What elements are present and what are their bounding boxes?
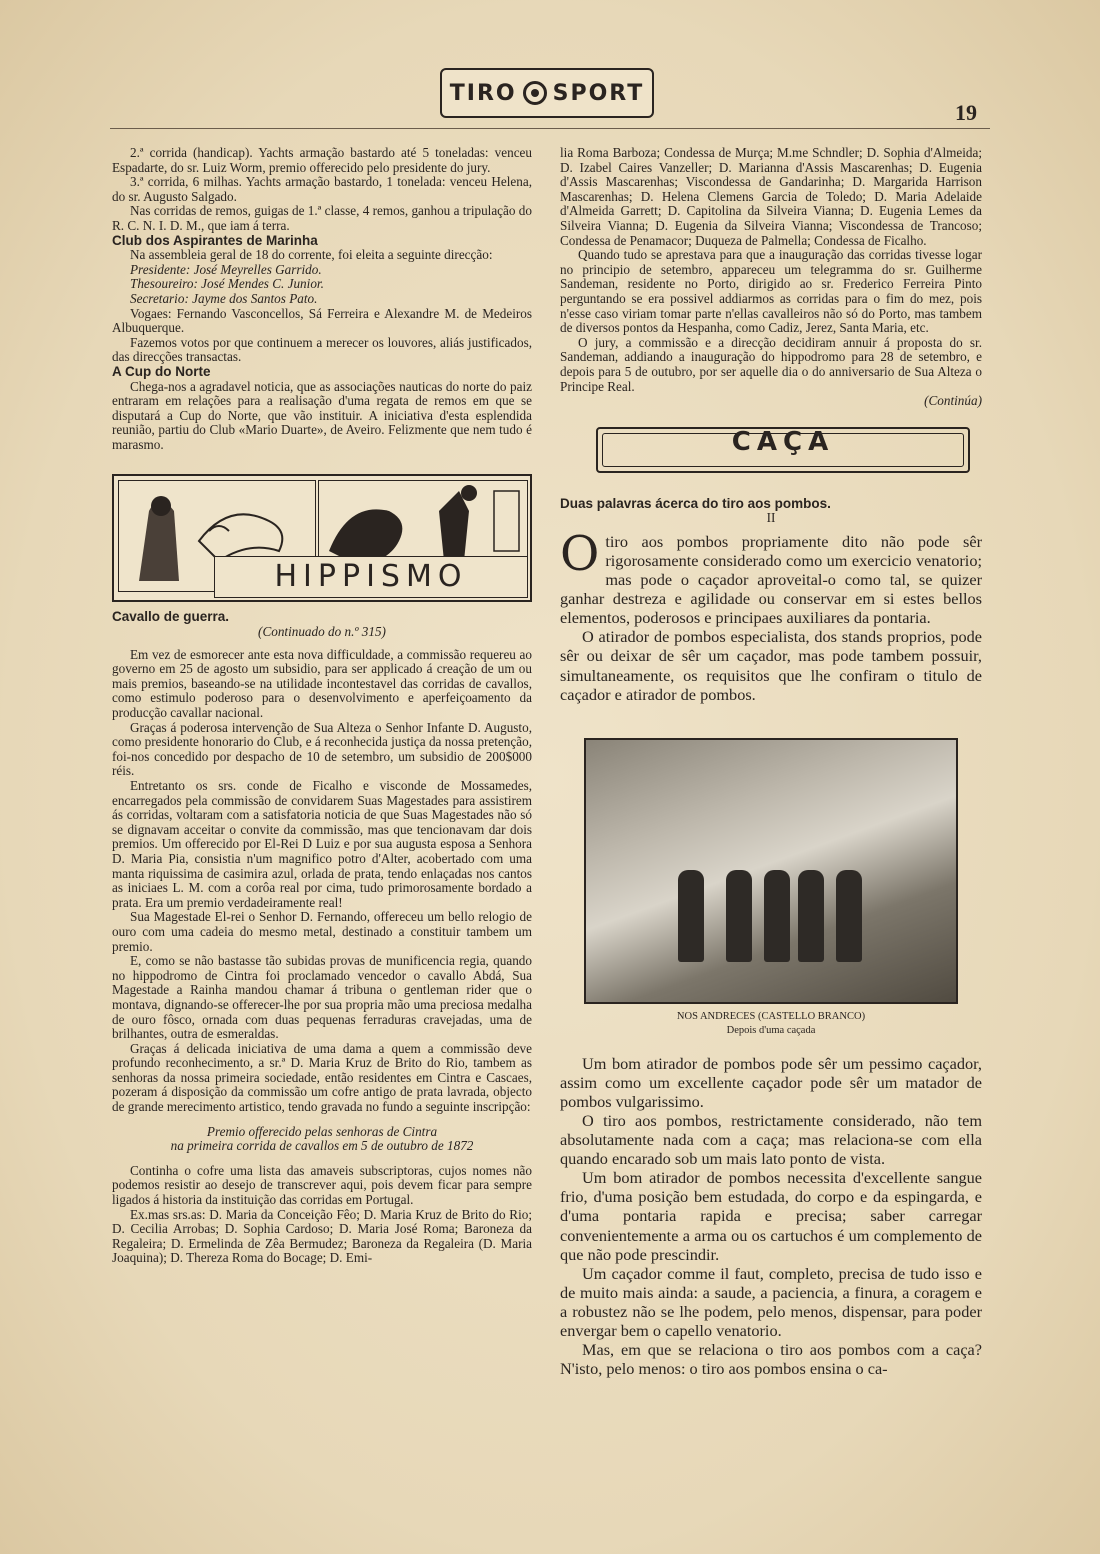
- names-continued: lia Roma Barboza; Condessa de Murça; M.me Schndler; D. Sophia d'Almeida; D. Izabel Caires Vanzeller; D. Marianna d'Assis Mascarenhas; D. Eugenia d'Assis Mascarenhas; Viscondessa de Gandarinha; D. Margarida Harrison Mascarenhas; D. Helena Clemens Garcia de Toledo; D. Maria Adelaide d'Almeida Garrett; D. Capitolina da Silveira Vianna; D. Eugenia Lemes da Silveira Vianna; D. Eugenia da Silveira Vianna; Viscondessa de Trancoso; Condessa de Penamacor; Duqueza de Palmella; Condessa de Ficalho.: [560, 145, 982, 248]
- club-treasurer: Thesoureiro: José Mendes C. Junior.: [130, 276, 324, 292]
- cavallo-p4: Sua Magestade El-rei o Senhor D. Fernando, offereceu um bello relogio de ouro com uma cadeia do mesmo metal, destinado a constituir tambem um premio.: [112, 909, 532, 954]
- cavallo-p3: Entretanto os srs. conde de Ficalho e visconde de Mossamedes, encarregados pela commissão de convidarem Suas Magestades para assistirem ás corridas, voltaram com a satisfatoria noticia de que Suas Magestades não só se dignavam acceitar o convite da commissão, mas que tencionavam dar dois premios. Um offerecido por El-Rei D Luiz e por sua augusta esposa a Senhora D. Maria Pia, consistia n'um magnifico potro d'Alter, acobertado com uma manta riquissima de casimira azul, orlada de prata, tendo enlaçadas nos cantos as iniciaes L. M. com a corôa real por cima, tudo primorosamente bordado a prata. Era um premio verdadeiramente real!: [112, 778, 532, 910]
- hunter-figure: [836, 870, 862, 962]
- hunting-party-photo: [584, 738, 958, 1004]
- photo-caption-title: NOS ANDRECES (CASTELLO BRANCO): [676, 1010, 866, 1022]
- club-vogaes: Vogaes: Fernando Vasconcellos, Sá Ferreira e Alexandre M. de Medeiros Albuquerque.: [112, 305, 532, 336]
- club-secretary: Secretario: Jayme dos Santos Pato.: [130, 290, 318, 306]
- regatta-rowing: Nas corridas de remos, guigas de 1.ª classe, 4 remos, ganhou a tripulação do R. C. N. I. D. M., que iam á terra.: [112, 203, 532, 233]
- heading-club-aspirantes: Club dos Aspirantes de Marinha: [112, 232, 318, 248]
- cavallo-p7: Continha o cofre uma lista das amaveis subscriptoras, cujos nomes não podemos resistir ao desejo de transcrever aqui, pois devem ficar para sempre ligados á historia da instituição das corridas em Portugal.: [112, 1162, 532, 1208]
- cavallo-p6: Graças á delicada iniciativa de uma dama a quem a commissão deve profundo reconhecimento, a sr.ª D. Maria Kruz de Brito do Rio, tambem as senhoras da nossa primeira sociedade, então residentes em Cintra e Cascaes, pozeram á disposição da commissão um cofre antigo de prata lavrada, objecto de grande merecimento artistico, tendo gravada no fundo a seguinte inscripção:: [112, 1040, 532, 1115]
- cup-paragraph: Chega-nos a agradavel noticia, que as associações nauticas do norte do paiz entraram em relações para a realisação d'uma regata de remos em que se disputará a Cup do Norte, que vão instituir. A iniciativa d'esta esplendida reunião, partiu do Club «Mario Duarte», de Aveiro. Felizmente que nem tudo é marasmo.: [112, 378, 532, 452]
- article-p3: Um bom atirador de pombos pode sêr um pessimo caçador, assim como um excellente caçador pode sêr um matador de pombos vulgarissimo.: [560, 1053, 982, 1111]
- hippismo-title: HIPPISMO: [214, 556, 528, 598]
- heading-cup-norte: A Cup do Norte: [112, 363, 211, 379]
- club-intro: Na assembleia geral de 18 do corrente, foi eleita a seguinte direcção:: [130, 247, 493, 263]
- regatta-result-2: 2.ª corrida (handicap). Yachts armação bastardo até 5 toneladas: venceu Espadarte, do sr. Luiz Worm, premio offerecido pelo presidente do jury.: [112, 145, 532, 175]
- article-p5: Um bom atirador de pombos necessita d'excellente sangue frio, d'uma posição bem estudada, do corpo e da espingarda, e d'uma pontaria rapida e precisa; saber carregar convenientemente a arma ou os cartuchos é um complemento de que não pode prescindir.: [560, 1168, 982, 1264]
- page-number: 19: [955, 100, 977, 125]
- inscription: [112, 1125, 532, 1154]
- cavallo-p5: E, como se não bastasse tão subidas provas de munificencia regia, quando no hippodromo de Cintra foi proclamado vencedor o cavallo Abdá, Sua Magestade a Rainha mandou chamar á tribuna o gentleman rider que o montava, dignando-se offerecer-lhe por sua propria mão uma preciosa medalha de ouro fôsco, ornada com duas pequenas ferraduras cravejadas, uma de brilhantes, outra de esmeraldas.: [112, 953, 532, 1042]
- club-president: Presidente: José Meyrelles Garrido.: [130, 261, 322, 277]
- photo-caption-sub: Depois d'uma caçada: [726, 1024, 816, 1036]
- cavallo-p1: Em vez de esmorecer ante esta nova difficuldade, a commissão requereu ao governo em 25 de agosto um subsidio, para ser applicado á creação de um ou mais premios, baseando-se na utilidade incontestavel das corridas de cavallos, como estimulo poderoso para o desenvolvimento e aperfeiçoamento da producção cavallar nacional.: [112, 646, 532, 721]
- hippismo-banner: [112, 474, 532, 602]
- section-roman-numeral: II: [766, 510, 776, 526]
- article-p7: Mas, em que se relaciona o tiro aos pombos com a caça? N'isto, pelo menos: o tiro aos pombos ensina o ca-: [560, 1340, 982, 1379]
- inscription-line-2: na primeira corrida de cavallos em 5 de outubro de 1872: [170, 1138, 474, 1154]
- hunter-figure: [678, 870, 704, 962]
- right-column: [560, 146, 982, 1378]
- article-p2: O atirador de pombos especialista, dos stands proprios, pode sêr ou deixar de sêr um caçador, mas pode tambem possuir, simultaneamente, os requisitos que lhe confiram o titulo de caçador e atirador de pombos.: [560, 627, 982, 704]
- dropcap-letter: O: [560, 525, 600, 582]
- caca-banner: [596, 427, 970, 473]
- header-rule: [110, 128, 990, 129]
- club-votes: Fazemos votos por que continuem a merecer os louvores, aliás justificados, das direcções transactas.: [112, 334, 532, 365]
- article-p4: O tiro aos pombos, restrictamente considerado, não tem absolutamente nada com a caça; mas relaciona-se com ella quando encarado sob um mais lato ponto de vista.: [560, 1111, 982, 1169]
- masthead-left: TIRO: [449, 80, 517, 106]
- heading-cavallo-guerra: Cavallo de guerra.: [112, 609, 230, 625]
- inscription-line-1: Premio offerecido pelas senhoras de Cintra: [206, 1123, 438, 1139]
- hunter-figure: [726, 870, 752, 962]
- article-body: [560, 525, 982, 1379]
- masthead-right: SPORT: [552, 80, 645, 106]
- jury-decision: O jury, a commissão e a direcção decidiram annuir á proposta do sr. Sandeman, addiando a inauguração do hippodromo para 28 de setembro, e depois para 5 de outubro, por ser aquelle dia o do anniversario de Sua Alteza o Principe Real.: [560, 334, 982, 394]
- hunter-figure: [798, 870, 824, 962]
- heading-duas-palavras: Duas palavras ácerca do tiro aos pombos.: [560, 495, 831, 511]
- continua-note: (Continúa): [924, 393, 982, 409]
- article-p1-text: tiro aos pombos propriamente dito não pode sêr rigorosamente considerado como um exercicio venatorio; mas pode o caçador aproveital-o como tal, se quizer ganhar destreza e agilidade ou conservar em si estes bellos elementos, poderosos e principaes auxiliares da pontaria.: [560, 531, 982, 628]
- regatta-result-3: 3.ª corrida, 6 milhas. Yachts armação bastardo, 1 tonelada: venceu Helena, do sr. Augusto Salgado.: [112, 174, 532, 204]
- masthead-logo: [440, 68, 654, 118]
- continued-note: (Continuado do n.º 315): [258, 624, 386, 640]
- caca-title: CAÇA: [731, 426, 835, 457]
- cavallo-p8: Ex.mas srs.as: D. Maria da Conceição Fêo; D. Maria Kruz de Brito do Rio; D. Cecilia Arrobas; D. Sophia Cardoso; D. Maria José Roma; Baroneza da Regaleira; D. Ermelinda de Zêa Bermudez; Baroneza da Regaleira (D. Maria Joaquina); D. Thereza Roma do Bocage; D. Emi-: [112, 1206, 532, 1266]
- left-column: [112, 146, 532, 1266]
- sandeman-telegram: Quando tudo se aprestava para que a inauguração das corridas tivesse logar no principio de setembro, appareceu um telegramma do sr. Guilherme Sandeman, residente no Porto, dirigido ao sr. Frederico Ferreira Pinto perguntando se era possivel addiarmos as corridas para o fim do mez, pois n'esse caso viriam tomar parte n'ellas cavalleiros não só do Porto, mas tambem de diversos pontos da Hespanha, como Cadiz, Jerez, Santa Maria, etc.: [560, 247, 982, 336]
- article-p1: [560, 525, 982, 628]
- hunter-figure: [764, 870, 790, 962]
- target-icon: [523, 81, 547, 105]
- article-p6: Um caçador comme il faut, completo, precisa de tudo isso e de muito mais ainda: a saude, a paciencia, a finura, a coragem e a robustez não se lhe podem, pelo menos, dispensar, para poder envergar bem o capello venatorio.: [560, 1263, 982, 1341]
- cavallo-p2: Graças á poderosa intervenção de Sua Alteza o Senhor Infante D. Augusto, como presidente honorario do Club, e á reconhecida justiça da nossa pretenção, foi-nos concedido por despacho de 10 de setembro, um subsidio de 200$000 réis.: [112, 719, 532, 779]
